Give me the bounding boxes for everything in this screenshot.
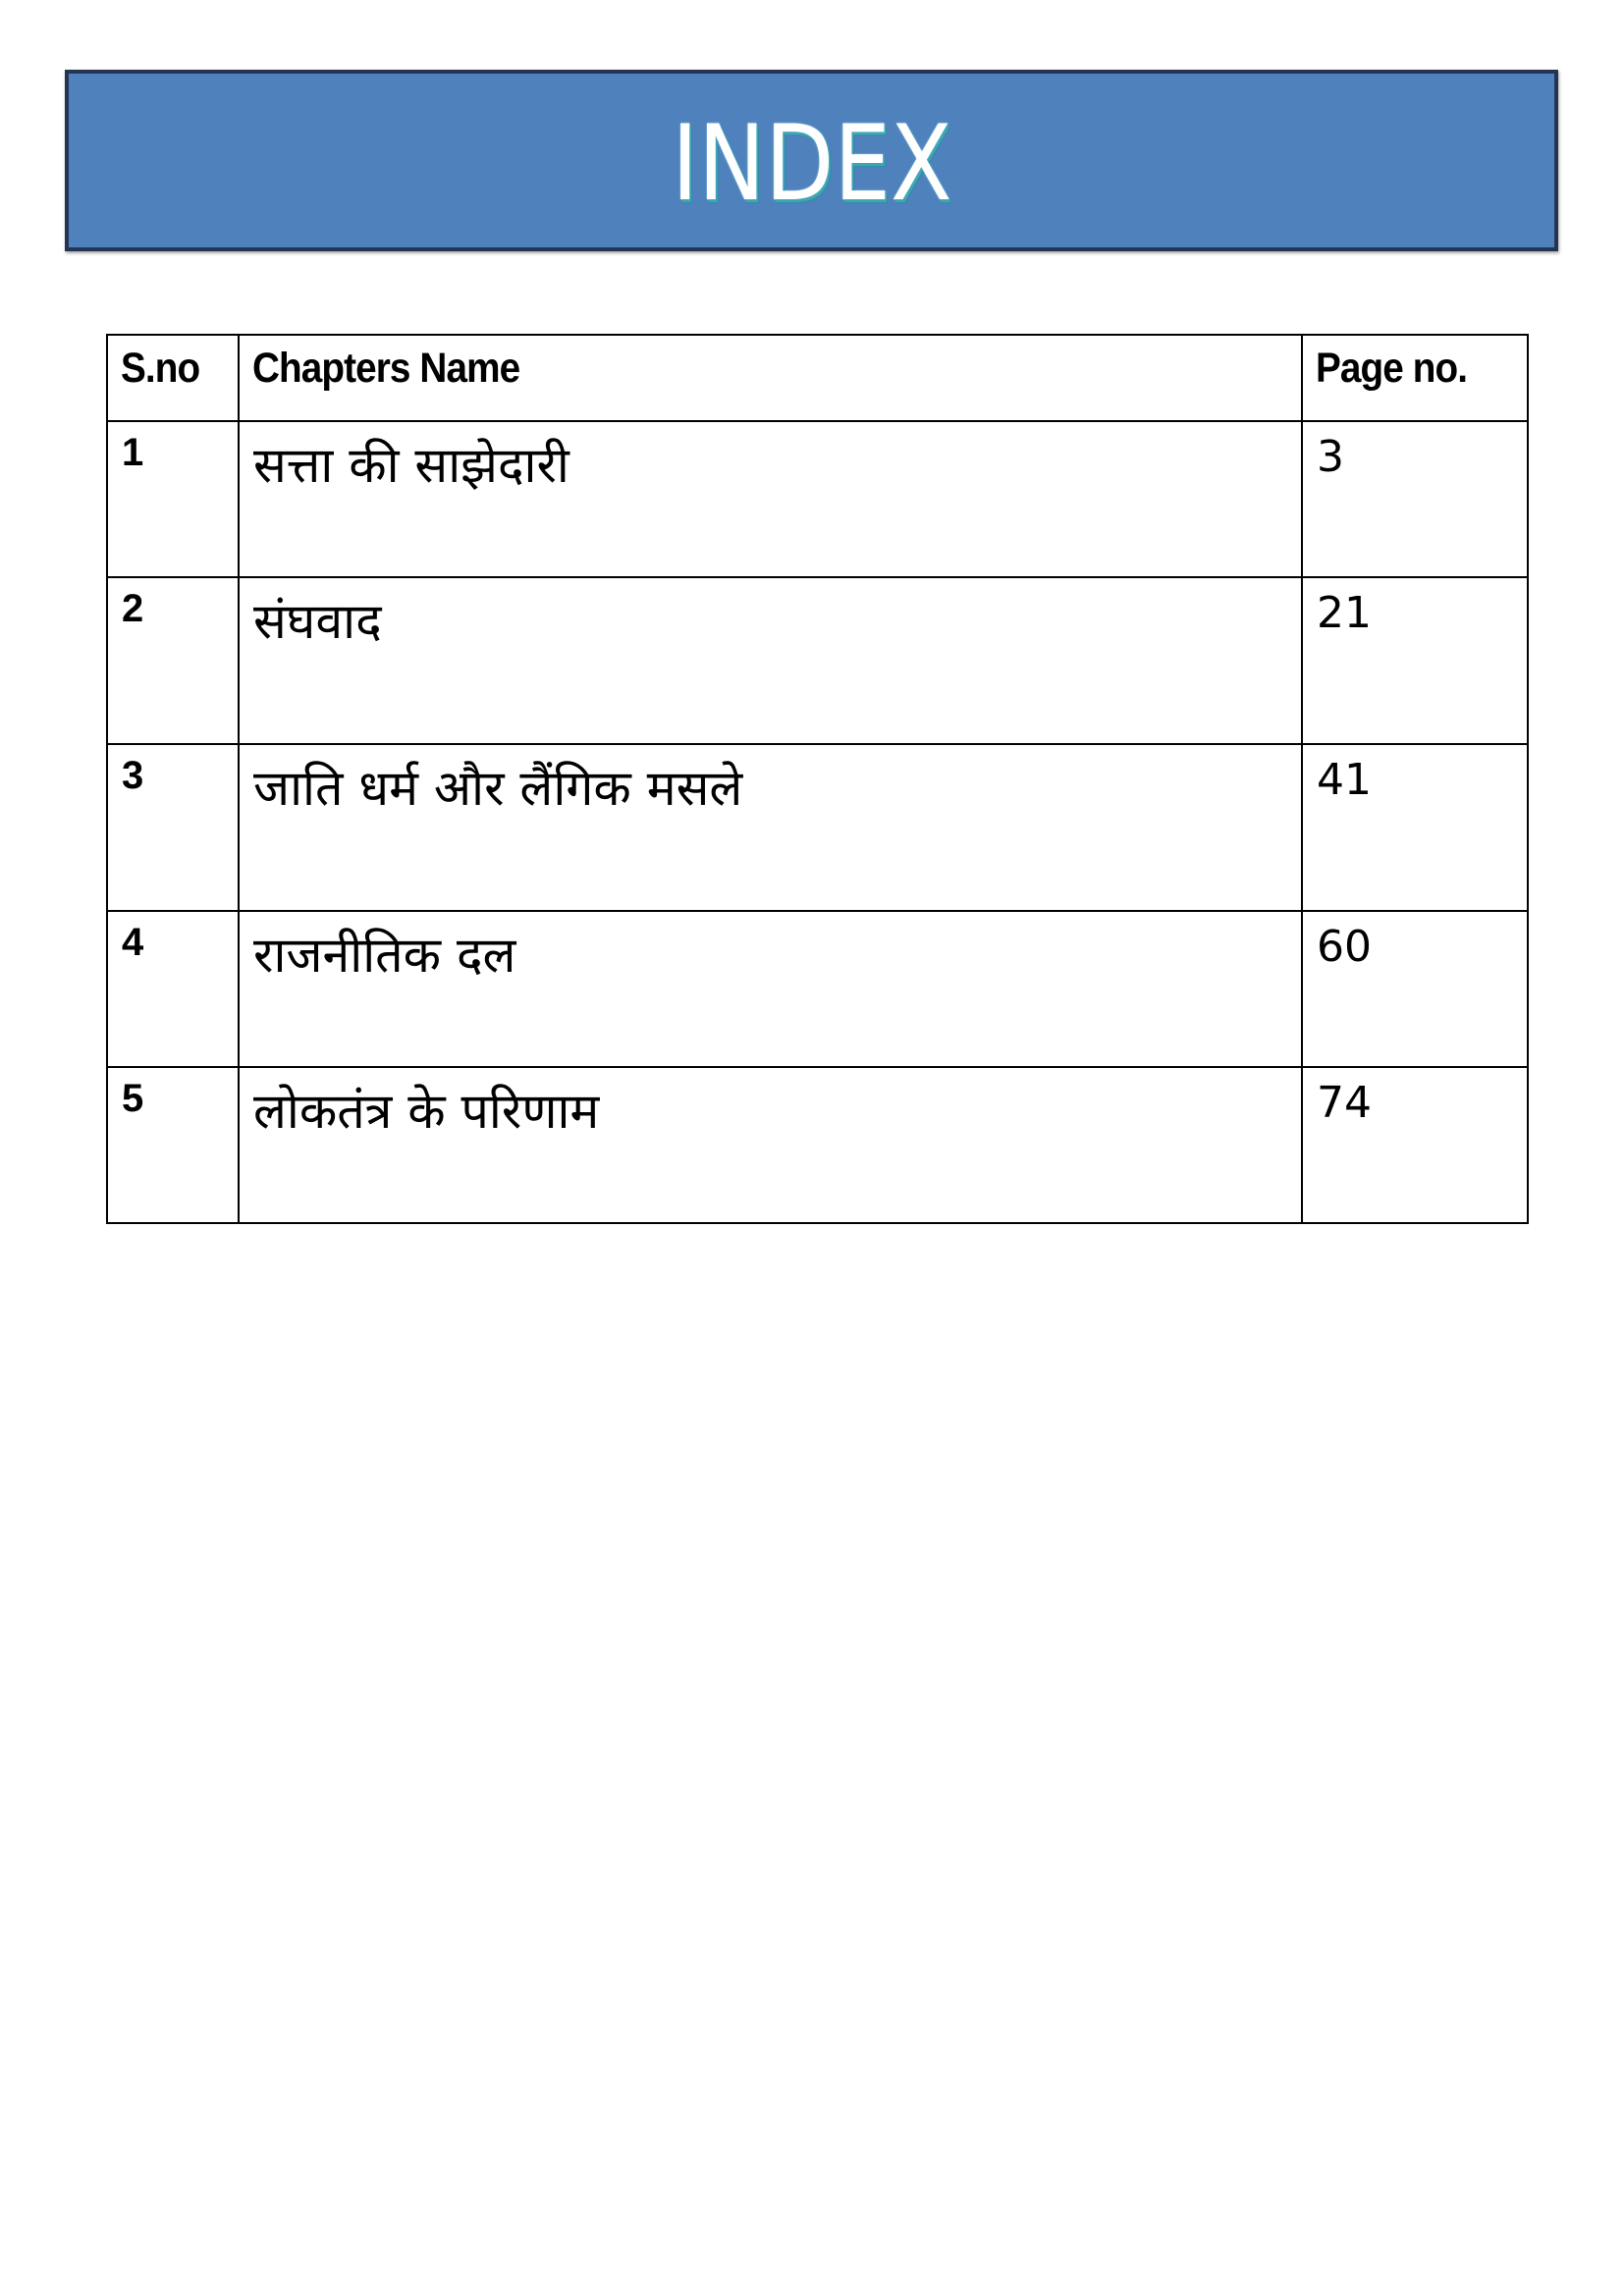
page-no-cell: 41 [1302, 744, 1528, 911]
page-no-cell: 21 [1302, 577, 1528, 744]
chapter-name-cell: जाति धर्म और लैंगिक मसले [239, 744, 1302, 911]
table-row [107, 1067, 1528, 1223]
sno-cell: 1 [107, 421, 239, 577]
header-chapter-name: Chapters Name [239, 335, 1302, 421]
sno-cell: 2 [107, 577, 239, 744]
header-sno: S.no [107, 335, 239, 421]
chapter-name-cell: लोकतंत्र के परिणाम [239, 1067, 1302, 1223]
table-row [107, 744, 1528, 911]
sno-cell: 3 [107, 744, 239, 911]
sno-cell: 5 [107, 1067, 239, 1223]
page-no-cell: 60 [1302, 911, 1528, 1067]
chapter-index-table [106, 334, 1529, 1224]
table-header-row [107, 335, 1528, 421]
page-no-cell: 3 [1302, 421, 1528, 577]
chapter-name-cell: राजनीतिक दल [239, 911, 1302, 1067]
table-row [107, 421, 1528, 577]
chapter-name-cell: सत्ता की साझेदारी [239, 421, 1302, 577]
page-title: INDEX [671, 102, 952, 224]
page-no-cell: 74 [1302, 1067, 1528, 1223]
table-row [107, 577, 1528, 744]
header-page-no: Page no. [1302, 335, 1528, 421]
index-banner [65, 70, 1558, 251]
sno-cell: 4 [107, 911, 239, 1067]
chapter-name-cell: संघवाद [239, 577, 1302, 744]
table-row [107, 911, 1528, 1067]
